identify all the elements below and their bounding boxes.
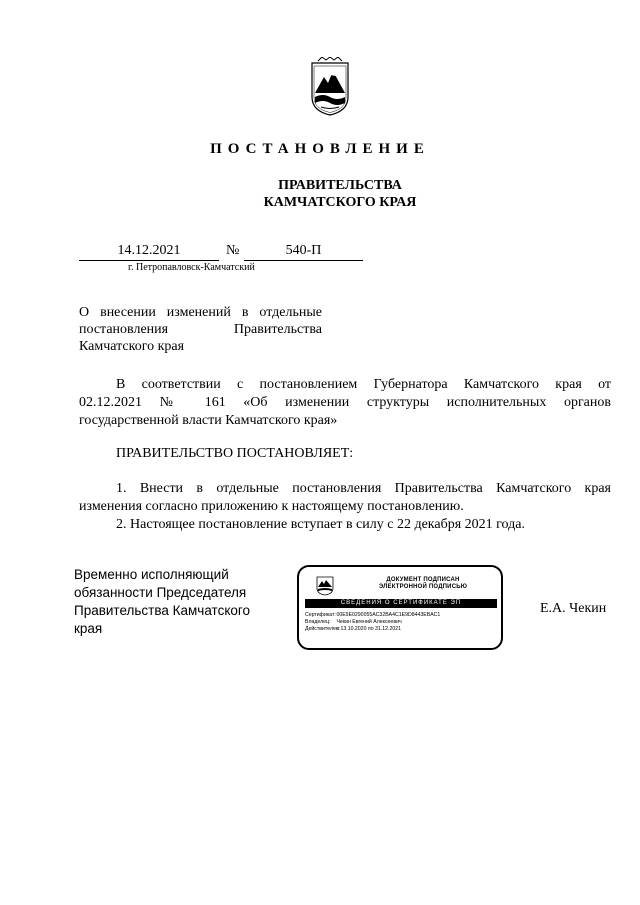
resolution-items (79, 480, 611, 534)
subject-line-1: О внесении изменений в отдельные (79, 305, 322, 320)
stamp-cert-value: 00E9E0290055AC32BA4C1E9D8443EBAC1 (336, 612, 441, 618)
stamp-valid-value: с 13.10.2020 по 31.12.2021 (336, 626, 401, 632)
organization-line-1: ПРАВИТЕЛЬСТВА (278, 178, 402, 193)
document-city: г. Петропавловск-Камчатский (128, 262, 255, 273)
stamp-cert-label: Сертификат: (305, 612, 336, 618)
stamp-certificate-bar: СВЕДЕНИЯ О СЕРТИФИКАТЕ ЭП (305, 599, 497, 608)
subject-line-2a: постановления (79, 322, 169, 337)
document-subject (79, 304, 322, 355)
stamp-owner-value: Чекин Евгений Алексеевич (336, 619, 402, 625)
resolve-heading: ПРАВИТЕЛЬСТВО ПОСТАНОВЛЯЕТ: (116, 446, 354, 461)
stamp-title (349, 577, 497, 591)
stamp-valid-label: Действителен: (305, 626, 341, 632)
preamble-paragraph (79, 376, 611, 430)
stamp-emblem-icon (315, 574, 335, 596)
signer-title-line-3: Правительства Камчатского (74, 603, 251, 618)
item-2: 2. Настоящее постановление вступает в силу с 22 декабря 2021 года. (116, 517, 525, 532)
stamp-validity-row (305, 626, 401, 632)
signer-title-line-1: Временно исполняющий (74, 567, 229, 582)
item-1-line-2: изменения согласно приложению к настоящему постановлению. (79, 499, 464, 514)
document-type-title: ПОСТАНОВЛЕНИЕ (210, 141, 430, 157)
signer-title-line-4: края (74, 621, 103, 636)
signer-name: Е.А. Чекин (540, 601, 607, 616)
subject-line-3: Камчатского края (79, 339, 185, 354)
stamp-title-line-1: ДОКУМЕНТ ПОДПИСАН (386, 577, 460, 583)
subject-line-2 (79, 321, 322, 338)
document-date: 14.12.2021 (79, 243, 219, 261)
stamp-certificate-row (305, 612, 440, 618)
coat-of-arms-emblem-icon (309, 57, 351, 117)
stamp-owner-label: Владелец: (305, 619, 331, 625)
number-sign: № (226, 243, 240, 258)
organization-line-2: КАМЧАТСКОГО КРАЯ (263, 195, 417, 210)
preamble-line-3: государственной власти Камчатского края» (79, 413, 338, 428)
subject-line-2b: Правительства (233, 322, 322, 337)
item-1-line-1: 1. Внести в отдельные постановления Правительства Камчатского края (116, 481, 611, 496)
stamp-title-line-2: ЭЛЕКТРОННОЙ ПОДПИСЬЮ (378, 584, 468, 590)
signer-title (74, 566, 284, 638)
preamble-line-2: 02.12.2021 № 161 «Об изменении структуры исполнительных органов (79, 395, 611, 410)
document-number: 540-П (244, 243, 363, 261)
stamp-owner-row (305, 619, 402, 625)
electronic-signature-stamp (297, 565, 503, 650)
signer-title-line-2: обязанности Председателя (74, 585, 247, 600)
preamble-line-1: В соответствии с постановлением Губернатора Камчатского края от (116, 377, 611, 392)
